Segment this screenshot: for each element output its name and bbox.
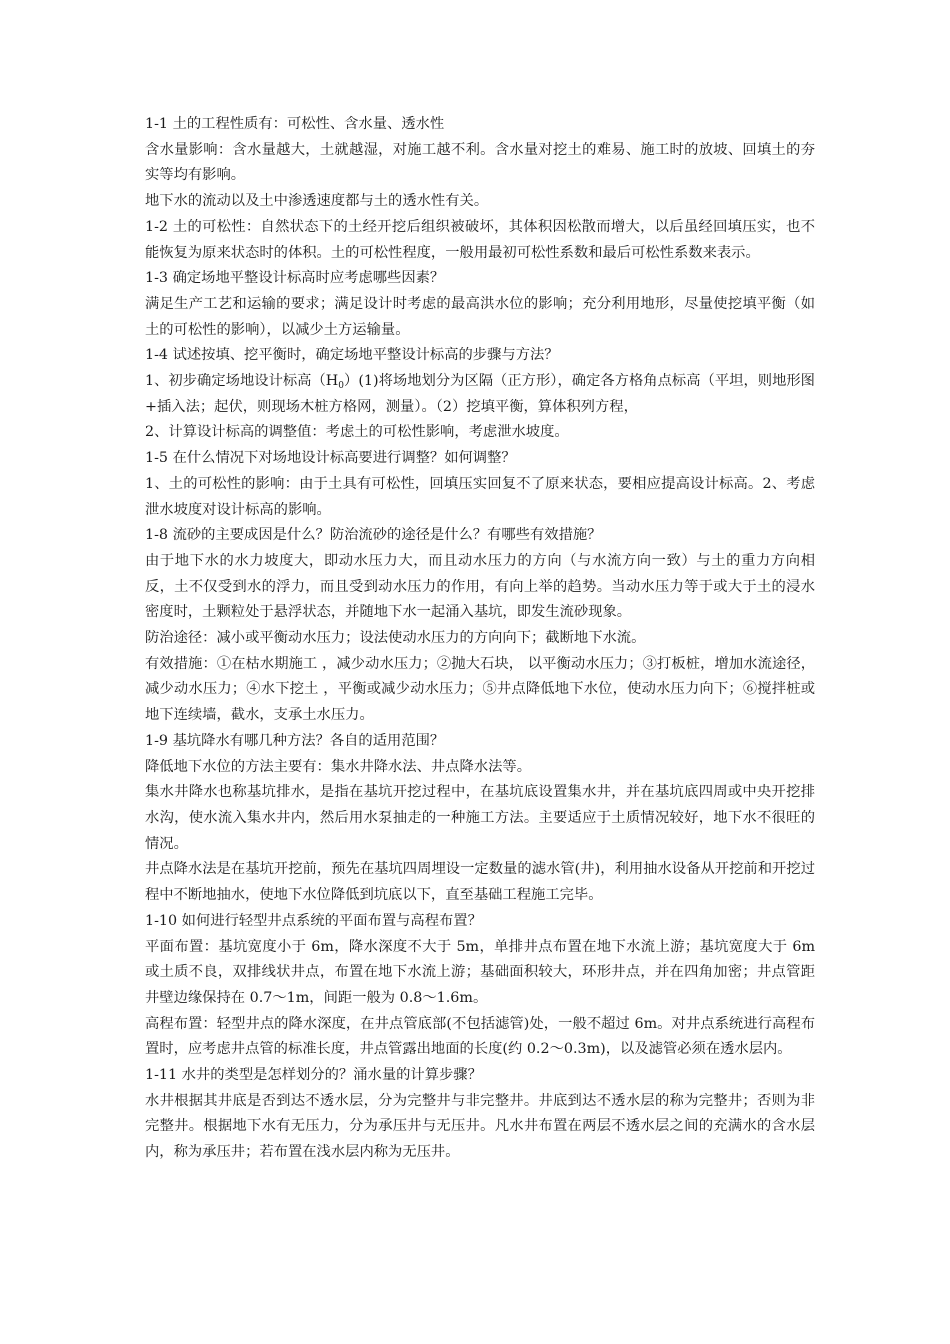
heading-1-8: 1-8 流砂的主要成因是什么？防治流砂的途径是什么？有哪些有效措施？ (145, 527, 602, 544)
paragraph: 平面布置：基坑宽度小于 6m，降水深度不大于 5m，单排井点布置在地下水流上游；基坑宽度大于 6m 或土质不良，双排线状井点，布置在地下水流上游；基础面积较大，环形井点，并在四角加密；井点管距井壁边缘保持在 0.7～1m，间距一般为 0.8～1.6m。 (145, 938, 815, 1006)
heading-1-9: 1-9 基坑降水有哪几种方法？各自的适用范围？ (145, 732, 445, 749)
subscript: 0 (338, 381, 345, 392)
paragraph: 高程布置：轻型井点的降水深度，在井点管底部(不包括滤管)处，一般不超过 6m。对井点系统进行高程布置时，应考虑井点管的标准长度，井点管露出地面的长度(约 0.2～0.3m)，以及滤管必须在透水层内。 (145, 1015, 815, 1058)
text-run: ）(1)将场地划分为区隔（正方形），确定各方格角点标高（平坦，则地形图+插入法；起伏，则现场木桩方格网，测量）。（2）挖填平衡，算体积列方程， (145, 373, 815, 415)
paragraph: 满足生产工艺和运输的要求；满足设计时考虑的最高洪水位的影响；充分利用地形，尽量使挖填平衡（如土的可松性的影响），以减少土方运输量。 (145, 295, 815, 338)
paragraph: 含水量影响：含水量越大，土就越湿，对施工越不利。含水量对挖土的难易、施工时的放坡、回填土的夯实等均有影响。 (145, 141, 815, 184)
text-run: 1、初步确定场地设计标高（H (145, 373, 339, 390)
paragraph: 井点降水法是在基坑开挖前，预先在基坑四周埋设一定数量的滤水管(井)，利用抽水设备从开挖前和开挖过程中不断地抽水，使地下水位降低到坑底以下，直至基础工程施工完毕。 (145, 861, 815, 904)
paragraph: 降低地下水位的方法主要有：集水井降水法、井点降水法等。 (145, 758, 532, 775)
paragraph: 防治途径：减小或平衡动水压力；设法使动水压力的方向向下；截断地下水流。 (145, 630, 646, 647)
paragraph: 集水井降水也称基坑排水，是指在基坑开挖过程中，在基坑底设置集水井，并在基坑底四周或中央开挖排水沟，使水流入集水井内，然后用水泵抽走的一种施工方法。主要适应于土质情况较好，地下水不很旺的情况。 (145, 784, 815, 852)
heading-1-3: 1-3 确定场地平整设计标高时应考虑哪些因素？ (145, 270, 445, 287)
paragraph: 1、土的可松性的影响：由于土具有可松性，回填压实回复不了原来状态，要相应提高设计标高。2、考虑泄水坡度对设计标高的影响。 (145, 475, 815, 518)
paragraph: 水井根据其井底是否到达不透水层，分为完整井与非完整井。井底到达不透水层的称为完整井；否则为非完整井。根据地下水有无压力，分为承压井与无压井。凡水井布置在两层不透水层之间的充满水的含水层内，称为承压井；若布置在浅水层内称为无压井。 (145, 1092, 815, 1161)
paragraph: 有效措施：①在枯水期施工 ，减少动水压力；②抛大石块， 以平衡动水压力；③打板桩，增加水流途径，减少动水压力；④水下挖土 ，平衡或减少动水压力；⑤井点降低地下水位，使动水压力向下；⑥搅拌桩或地下连续墙，截水，支承土水压力。 (145, 655, 815, 724)
heading-1-10: 1-10 如何进行轻型井点系统的平面布置与高程布置？ (145, 912, 482, 929)
heading-1-1: 1-1 土的工程性质有：可松性、含水量、透水性 (145, 116, 445, 132)
paragraph: 由于地下水的水力坡度大，即动水压力大，而且动水压力的方向（与水流方向一致）与土的重力方向相反，土不仅受到水的浮力，而且受到动水压力的作用，有向上举的趋势。当动水压力等于或大于土的浸水密度时，土颗粒处于悬浮状态，并随地下水一起涌入基坑，即发生流砂现象。 (145, 552, 815, 621)
heading-1-4: 1-4 试述按填、挖平衡时，确定场地平整设计标高的步骤与方法？ (145, 347, 559, 364)
heading-1-5: 1-5 在什么情况下对场地设计标高要进行调整？如何调整？ (145, 450, 516, 467)
paragraph-with-subscript (145, 369, 815, 420)
paragraph: 地下水的流动以及土中渗透速度都与土的透水性有关。 (145, 193, 489, 210)
paragraph: 2、计算设计标高的调整值：考虑土的可松性影响，考虑泄水坡度。 (145, 424, 569, 441)
paragraph-1-2: 1-2 土的可松性：自然状态下的土经开挖后组织被破坏，其体积因松散而增大，以后虽经回填压实，也不能恢复为原来状态时的体积。土的可松性程度，一般用最初可松性系数和最后可松性系数来表示。 (145, 218, 815, 261)
document-body (145, 112, 815, 1166)
heading-1-11: 1-11 水井的类型是怎样划分的？涌水量的计算步骤？ (145, 1067, 482, 1084)
